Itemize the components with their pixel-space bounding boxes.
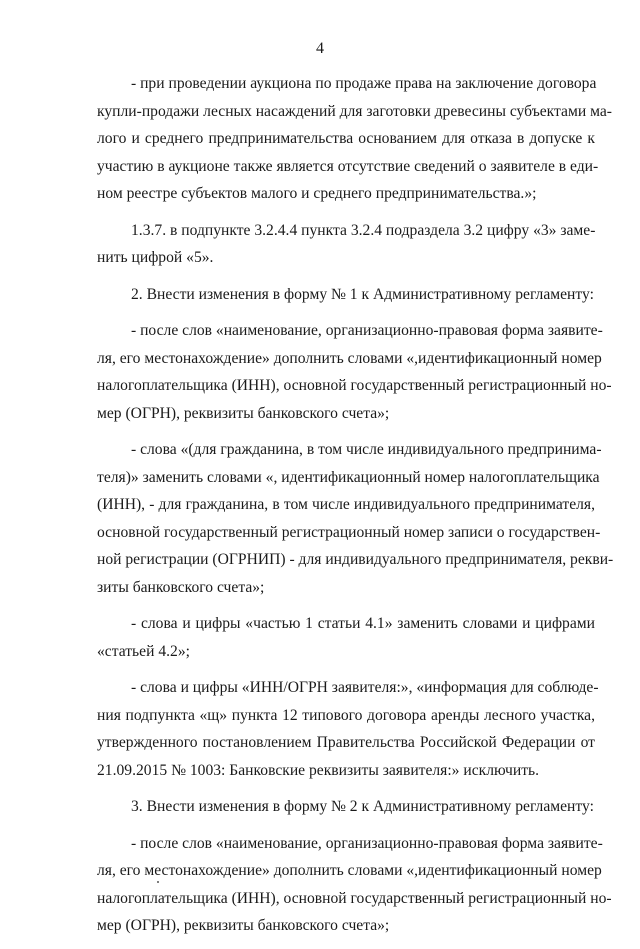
paragraph: [97, 281, 595, 309]
paragraph: [97, 436, 614, 601]
text-line: лого и среднего предпринимательства основанием для отказа в допуске к: [97, 130, 595, 147]
text-line: - после слов «наименование, организационно-правовая форма заявите-: [131, 834, 603, 852]
text-line: 3. Внести изменения в форму № 2 к Административному регламенту:: [131, 798, 594, 815]
paragraph: [97, 830, 612, 940]
text-line: купли-продажи лесных насаждений для заготовки древесины субъектами ма-: [97, 102, 612, 120]
page-number: 4: [316, 40, 324, 57]
text-line: ном реестре субъектов малого и среднего предпринимательства.»;: [97, 185, 537, 202]
paragraph: [97, 217, 595, 272]
paragraph: [97, 317, 612, 427]
text-line: ния подпункта «щ» пункта 12 типового договора аренды лесного участка,: [97, 706, 595, 724]
text-line: налогоплательщика (ИНН), основной государственный регистрационный но-: [97, 377, 612, 394]
text-line: теля)» заменить словами «, идентификационный номер налогоплательщика: [97, 468, 600, 486]
text-line: - слова и цифры «частью 1 статьи 4.1» заменить словами и цифрами: [131, 615, 595, 632]
paragraph: [97, 70, 612, 208]
text-line: мер (ОГРН), реквизиты банковского счета»;: [97, 404, 390, 422]
text-line: (ИНН), - для гражданина, в том числе индивидуального предпринимателя,: [97, 496, 595, 513]
text-line: - слова и цифры «ИНН/ОГРН заявителя:», «информация для соблюде-: [131, 679, 599, 696]
text-line: - слова «(для гражданина, в том числе индивидуального предпринима-: [131, 441, 602, 458]
text-line: утвержденного постановлением Правительства Российской Федерации от: [97, 734, 595, 751]
text-line: налогоплательщика (ИНН), основной государственный регистрационный но-: [97, 889, 612, 907]
text-line: ной регистрации (ОГРНИП) - для индивидуального предпринимателя, рекви-: [97, 551, 614, 568]
document-body: [97, 70, 614, 949]
text-line: мер (ОГРН), реквизиты банковского счета»;: [97, 917, 390, 934]
text-line: - после слов «наименование, организационно-правовая форма заявите-: [131, 322, 603, 339]
text-line: - при проведении аукциона по продаже права на заключение договора: [131, 75, 597, 92]
text-line: участию в аукционе также является отсутствие сведений о заявителе в еди-: [97, 157, 599, 175]
text-line: нить цифрой «5».: [97, 249, 214, 266]
paragraph: [97, 793, 595, 821]
text-line: ля, его местонахождение» дополнить словами «,идентификационный номер: [97, 862, 602, 879]
paragraph: [97, 674, 599, 784]
scan-speck: [157, 881, 159, 883]
text-line: 2. Внести изменения в форму № 1 к Административному регламенту:: [131, 285, 594, 303]
text-line: ля, его местонахождение» дополнить словами «,идентификационный номер: [97, 349, 602, 367]
text-line: основной государственный регистрационный номер записи о государствен-: [97, 523, 601, 541]
text-line: зиты банковского счета»;: [97, 578, 265, 596]
text-line: «статьей 4.2»;: [97, 642, 190, 660]
text-line: 1.3.7. в подпункте 3.2.4.4 пункта 3.2.4 подраздела 3.2 цифру «3» заме-: [131, 221, 596, 239]
text-line: 21.09.2015 № 1003: Банковские реквизиты заявителя:» исключить.: [97, 761, 540, 779]
paragraph: [97, 610, 595, 665]
